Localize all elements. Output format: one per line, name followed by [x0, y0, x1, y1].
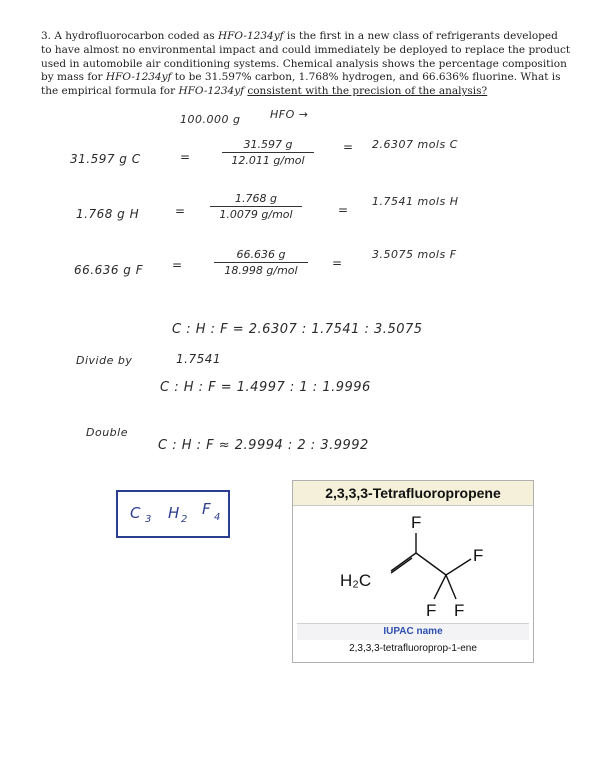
- compound-title: 2,3,3,3-Tetrafluoropropene: [293, 481, 533, 506]
- fluorine-given: 66.636 g F: [74, 263, 144, 277]
- question-part2: is the first in a new class of refrigerants developed to have almost no environmental impact and could immediately be deployed to replace the product used in automobile air conditioning systems. Chemical analysis shows the percentage composition by mass for: [41, 30, 571, 84]
- equals-sign: =: [332, 256, 343, 270]
- atom-f-bottom-left: F: [426, 601, 437, 620]
- equals-sign: =: [175, 204, 186, 218]
- question-part1: A hydrofluorocarbon coded as: [54, 30, 215, 42]
- bond-c3-f-right: [446, 559, 471, 575]
- answer-c-subscript: 3: [145, 514, 152, 525]
- carbon-numerator: 31.597 g: [243, 138, 293, 151]
- fluorine-denominator: 18.998 g/mol: [224, 264, 298, 277]
- carbon-result: 2.6307 mols C: [372, 138, 458, 151]
- bond-c3-f-left: [434, 575, 446, 599]
- fluorine-numerator: 66.636 g: [236, 248, 286, 261]
- equals-sign: =: [343, 140, 354, 154]
- structural-formula: [293, 505, 533, 623]
- equals-sign: =: [338, 203, 349, 217]
- carbon-fraction: [222, 138, 314, 167]
- atom-f-bottom-right: F: [454, 601, 465, 620]
- answer-h: H: [168, 504, 180, 522]
- compound-code: HFO-1234yf: [178, 85, 245, 98]
- answer-c: C: [130, 504, 141, 522]
- divide-label: Divide by: [76, 354, 133, 367]
- divide-value: 1.7541: [176, 352, 221, 366]
- compound-info-panel: [292, 480, 534, 663]
- equals-sign: =: [172, 258, 183, 272]
- atom-f-right: F: [473, 546, 484, 565]
- fluorine-fraction: [214, 248, 308, 277]
- hydrogen-numerator: 1.768 g: [235, 192, 277, 205]
- answer-h-subscript: 2: [181, 514, 188, 525]
- hydrogen-fraction: [210, 192, 302, 221]
- hydrogen-given: 1.768 g H: [76, 207, 140, 221]
- compound-code: HFO-1234yf: [105, 71, 172, 84]
- atom-f-top: F: [411, 513, 422, 532]
- question-part3: to be 31.597% carbon, 1.768% hydrogen, and 66.636% fluorine. What is the empirical formula for: [41, 71, 561, 98]
- answer-box: [116, 490, 230, 538]
- iupac-label: IUPAC name: [297, 623, 529, 640]
- header-hfo: HFO →: [270, 108, 309, 121]
- hydrogen-denominator: 1.0079 g/mol: [219, 208, 293, 221]
- compound-code: HFO-1234yf: [217, 30, 284, 42]
- fluorine-result: 3.5075 mols F: [372, 248, 457, 261]
- bond-c2-c3: [416, 553, 446, 575]
- question-text: [41, 30, 571, 99]
- ratio-initial: C : H : F = 2.6307 : 1.7541 : 3.5075: [172, 322, 423, 337]
- bond-c3-f-bottom: [446, 575, 456, 599]
- double-bond-outer: [391, 553, 416, 571]
- carbon-denominator: 12.011 g/mol: [231, 154, 305, 167]
- iupac-name: 2,3,3,3-tetrafluoroprop-1-ene: [349, 643, 477, 654]
- ratio-doubled: C : H : F ≈ 2.9994 : 2 : 3.9992: [158, 438, 369, 453]
- header-mass: 100.000 g: [180, 113, 241, 126]
- double-bond-inner: [391, 558, 412, 573]
- question-number: 3.: [41, 30, 52, 42]
- question-part4: consistent with the precision of the analysis?: [247, 85, 488, 98]
- answer-f-subscript: 4: [214, 512, 221, 523]
- atom-h2c: H₂C: [340, 571, 372, 590]
- equals-sign: =: [180, 150, 191, 164]
- ratio-divided: C : H : F = 1.4997 : 1 : 1.9996: [160, 380, 371, 395]
- answer-f: F: [202, 500, 211, 518]
- carbon-given: 31.597 g C: [70, 152, 141, 166]
- double-label: Double: [86, 426, 128, 439]
- hydrogen-result: 1.7541 mols H: [372, 195, 459, 208]
